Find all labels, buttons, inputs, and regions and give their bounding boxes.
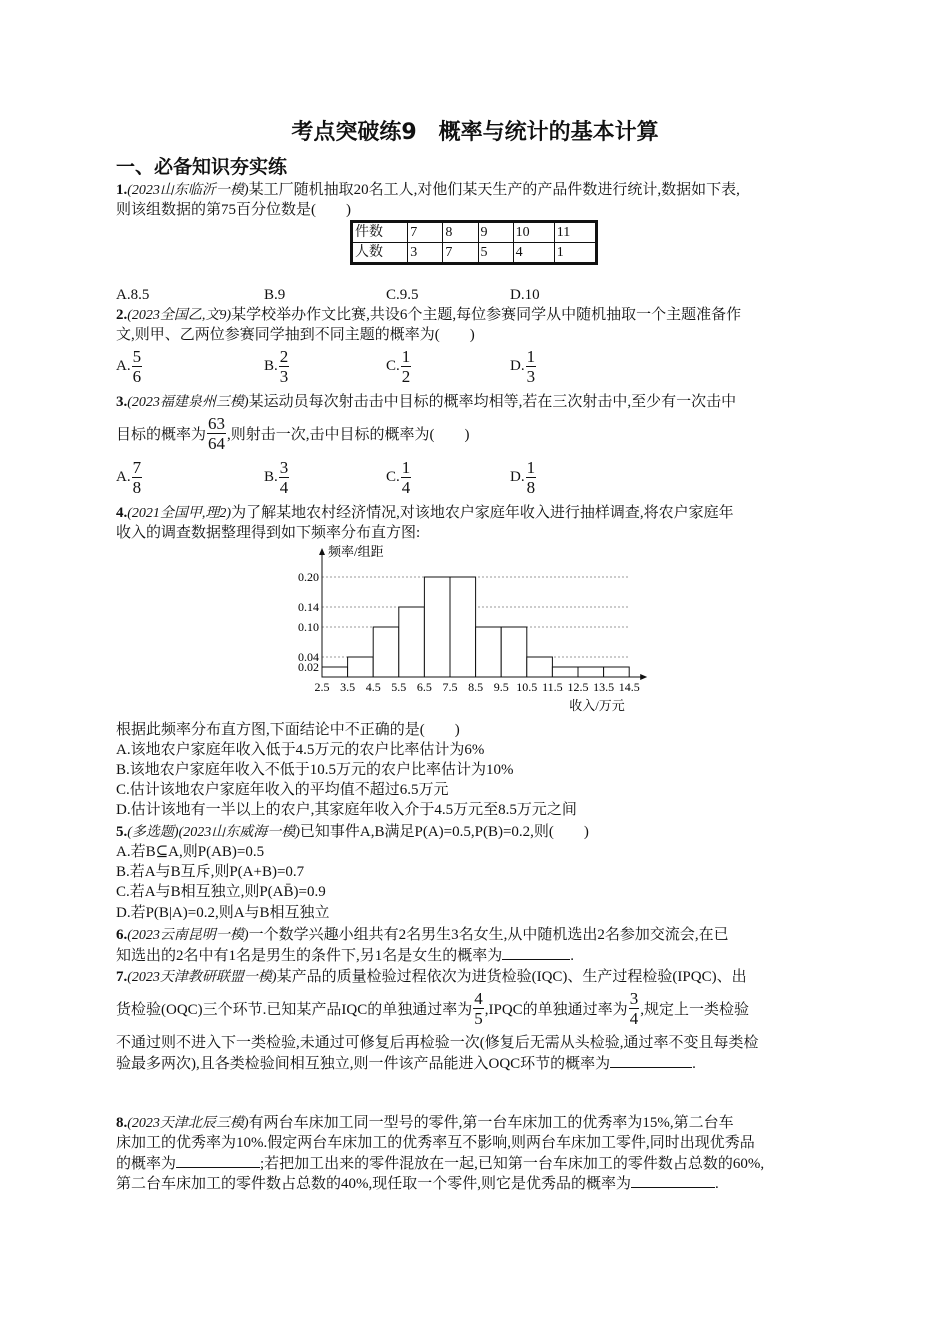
table-cell: 1: [554, 243, 596, 264]
table-cell: 人数: [352, 243, 408, 264]
option-label: C.: [386, 469, 400, 485]
fraction: [473, 989, 484, 1028]
x-tick-label: 9.5: [493, 680, 509, 694]
answer-blank[interactable]: [610, 1053, 692, 1068]
table-cell: 7: [443, 243, 478, 264]
fraction: [526, 347, 537, 386]
q6-number: 6.: [116, 927, 128, 943]
denominator: 8: [132, 478, 142, 497]
q1-option-c: C.9.5: [386, 287, 419, 303]
q3-line1: [116, 392, 736, 413]
histogram-bar: [348, 657, 374, 677]
q3-option-a: [116, 458, 143, 497]
q2-text1: 某学校举办作文比赛,共设6个主题,每位参赛同学从中随机抽取一个主题准备作: [231, 307, 742, 323]
q1-source: (2023山东临沂一模): [127, 183, 249, 198]
table-cell: 8: [443, 222, 478, 243]
y-tick-label: 0.10: [298, 620, 319, 634]
x-tick-label: 3.5: [340, 680, 356, 694]
option-label: D.: [510, 358, 525, 374]
q4-source: (2021全国甲,理2): [127, 506, 232, 521]
y-tick-label: 0.14: [298, 600, 319, 614]
table-row: [352, 243, 597, 264]
denominator: 4: [629, 1009, 639, 1028]
q7-text2b: ,IPQC的单独通过率为: [484, 1002, 628, 1018]
histogram-bar: [450, 577, 476, 677]
q7-line3: 不通过则不进入下一类检验,未通过可修复后再检验一次(修复后无需从头检验,通过率不变且每类检: [116, 1035, 759, 1051]
q7-text1: 某产品的质量检验过程依次为进货检验(IQC)、生产过程检验(IPQC)、出: [276, 969, 747, 985]
q7-line1: [116, 967, 747, 988]
q1-line2: 则该组数据的第75百分位数是( ): [116, 202, 351, 218]
q2-option-c: [386, 347, 412, 386]
q8-line1: [116, 1113, 734, 1134]
q8-text3a: 的概率为: [116, 1156, 177, 1172]
q8-source: (2023天津北辰三模): [127, 1116, 249, 1131]
histogram-bar: [552, 667, 578, 677]
q8-end: .: [715, 1176, 719, 1192]
q5-option-c: C.若A与B相互独立,则P(AB̄)=0.9: [116, 884, 326, 900]
x-tick-label: 7.5: [442, 680, 458, 694]
q5-number: 5.: [116, 824, 128, 840]
table-cell: 11: [554, 222, 596, 243]
x-tick-label: 6.5: [416, 680, 432, 694]
fraction: [132, 347, 143, 386]
answer-blank[interactable]: [502, 945, 570, 960]
q4-option-c: C.估计该地农户家庭年收入的平均值不超过6.5万元: [116, 782, 449, 798]
numerator: 1: [401, 458, 411, 477]
option-label: B.: [264, 358, 278, 374]
x-tick-label: 2.5: [314, 680, 330, 694]
denominator: 2: [401, 367, 411, 386]
denominator: 5: [474, 1009, 483, 1028]
q3-text1: 某运动员每次射击击中目标的概率均相等,若在三次射击中,至少有一次击中: [248, 394, 737, 410]
q3-line2: [116, 414, 470, 453]
histogram-bar: [604, 667, 630, 677]
q4-line1: [116, 503, 734, 524]
x-tick-label: 5.5: [391, 680, 407, 694]
frequency-histogram: [290, 540, 670, 720]
table-cell: 10: [513, 222, 554, 243]
histogram-bar: [578, 667, 604, 677]
q6-end: .: [570, 948, 575, 964]
numerator: 1: [526, 347, 536, 366]
answer-blank[interactable]: [631, 1173, 715, 1188]
histogram-bar: [527, 657, 553, 677]
x-tick-label: 8.5: [468, 680, 484, 694]
table-row: [352, 222, 597, 243]
q3-option-c: [386, 458, 412, 497]
x-axis-arrow: [640, 674, 647, 680]
q3-source: (2023福建泉州三模): [127, 395, 249, 410]
q5-text: 已知事件A,B满足P(A)=0.5,P(B)=0.2,则( ): [299, 824, 589, 840]
q3-option-b: [264, 458, 290, 497]
y-axis-arrow: [319, 548, 325, 555]
q5-option-b: B.若A与B互斥,则P(A+B)=0.7: [116, 864, 305, 880]
numerator: 7: [132, 458, 142, 477]
q5-option-a: A.若B⊆A,则P(AB)=0.5: [116, 844, 265, 860]
q4-line2: 收入的调查数据整理得到如下频率分布直方图:: [116, 525, 421, 541]
q2-line1: [116, 305, 741, 326]
q1-text1: 某工厂随机抽取20名工人,对他们某天生产的产品件数进行统计,数据如下表,: [248, 182, 740, 198]
table-cell: 3: [408, 243, 443, 264]
option-label: A.: [116, 358, 131, 374]
q8-text4: 第二台车床加工的零件数占总数的40%,现任取一个零件,则它是优秀品的概率为: [116, 1176, 631, 1192]
section-heading: 一、必备知识夯实练: [116, 156, 288, 178]
histogram-bar: [424, 577, 450, 677]
option-label: C.: [386, 358, 400, 374]
q3-number: 3.: [116, 394, 128, 410]
denominator: 4: [279, 478, 289, 497]
q1-data-table: [350, 220, 598, 265]
histogram-bar: [399, 607, 425, 677]
numerator: 1: [401, 347, 411, 366]
q8-number: 8.: [116, 1115, 128, 1131]
histogram-bar: [501, 627, 527, 677]
q6-text2: 知选出的2名中有1名是男生的条件下,另1名是女生的概率为: [116, 948, 503, 964]
q1-option-a: A.8.5: [116, 287, 150, 303]
q8-text1: 有两台车床加工同一型号的零件,第一台车床加工的优秀率为15%,第二台车: [248, 1115, 734, 1131]
table-cell: 5: [478, 243, 513, 264]
numerator: 2: [279, 347, 289, 366]
table-cell: 件数: [352, 222, 408, 243]
q7-end: .: [692, 1056, 696, 1072]
x-tick-label: 12.5: [567, 680, 589, 694]
denominator: 3: [279, 367, 289, 386]
fraction: [401, 347, 412, 386]
x-axis-label: 收入/万元: [569, 698, 625, 713]
fraction: [207, 414, 226, 453]
histogram-bar: [373, 627, 399, 677]
q7-line2: [116, 989, 749, 1028]
q1-line1: [116, 180, 740, 201]
q2-number: 2.: [116, 307, 128, 323]
answer-blank[interactable]: [176, 1153, 260, 1168]
q3-text2b: ,则射击一次,击中目标的概率为( ): [227, 427, 470, 443]
q2-line2: 文,则甲、乙两位参赛同学抽到不同主题的概率为( ): [116, 327, 475, 343]
q2-option-a: [116, 347, 143, 386]
option-label: B.: [264, 469, 278, 485]
q4-option-b: B.该地农户家庭年收入不低于10.5万元的农户比率估计为10%: [116, 762, 514, 778]
numerator: 3: [279, 458, 289, 477]
q4-line3: 根据此频率分布直方图,下面结论中不正确的是( ): [116, 722, 460, 738]
numerator: 3: [629, 989, 639, 1008]
q3-option-d: [510, 458, 537, 497]
fraction: [279, 458, 290, 497]
q4-text1: 为了解某地农村经济情况,对该地农户家庭年收入进行抽样调查,将农户家庭年: [231, 505, 734, 521]
q8-line4: [116, 1173, 719, 1194]
q4-number: 4.: [116, 505, 128, 521]
option-label: D.: [510, 469, 525, 485]
x-tick-label: 14.5: [618, 680, 640, 694]
fraction: [401, 458, 412, 497]
denominator: 3: [526, 367, 536, 386]
q7-text2c: ,规定上一类检验: [640, 1002, 749, 1018]
q3-text2a: 目标的概率为: [116, 427, 207, 443]
page-title: 考点突破练9 概率与统计的基本计算: [291, 120, 659, 145]
x-tick-label: 13.5: [593, 680, 615, 694]
numerator: 1: [526, 458, 536, 477]
y-tick-label: 0.20: [298, 570, 319, 584]
histogram-bar: [476, 627, 502, 677]
denominator: 4: [401, 478, 411, 497]
q8-text3b: ;若把加工出来的零件混放在一起,已知第一台车床加工的零件数占总数的60%,: [260, 1156, 765, 1172]
denominator: 8: [526, 478, 536, 497]
denominator: 6: [132, 367, 142, 386]
fraction: [279, 347, 290, 386]
x-tick-label: 4.5: [365, 680, 381, 694]
numerator: 63: [208, 414, 226, 433]
q7-text2a: 货检验(OQC)三个环节.已知某产品IQC的单独通过率为: [116, 1002, 473, 1018]
numerator: 5: [132, 347, 142, 366]
q5-option-d: D.若P(B|A)=0.2,则A与B相互独立: [116, 905, 330, 921]
denominator: 64: [208, 434, 226, 453]
table-cell: 7: [408, 222, 443, 243]
q6-text1: 一个数学兴趣小组共有2名男生3名女生,从中随机选出2名参加交流会,在已: [248, 927, 729, 943]
q6-line1: [116, 925, 729, 946]
q7-number: 7.: [116, 969, 128, 985]
q8-line3: [116, 1153, 764, 1174]
q2-option-d: [510, 347, 537, 386]
q2-source: (2023全国乙,文9): [127, 308, 232, 323]
fraction: [132, 458, 143, 497]
fraction: [629, 989, 640, 1028]
x-tick-label: 10.5: [516, 680, 538, 694]
numerator: 4: [474, 989, 483, 1008]
q1-option-d: D.10: [510, 287, 540, 303]
q1-number: 1.: [116, 182, 128, 198]
option-label: A.: [116, 469, 131, 485]
q8-line2: 床加工的优秀率为10%.假定两台车床加工的优秀率互不影响,则两台车床加工零件,同时出现优秀品: [116, 1135, 755, 1151]
y-tick-label: 0.04: [298, 650, 319, 664]
q7-text4: 验最多两次),且各类检验间相互独立,则一件该产品能进入OQC环节的概率为: [116, 1056, 611, 1072]
q1-option-b: B.9: [264, 287, 286, 303]
table-cell: 4: [513, 243, 554, 264]
y-axis-label: 频率/组距: [328, 544, 384, 559]
x-tick-label: 11.5: [542, 680, 563, 694]
q5-source: (多选题)(2023山东威海一模): [127, 825, 300, 840]
histogram-bar: [322, 667, 348, 677]
table-cell: 9: [478, 222, 513, 243]
q5-stem: [116, 822, 589, 843]
q7-source: (2023天津教研联盟一模): [127, 970, 277, 985]
q7-line4: [116, 1053, 696, 1074]
q4-option-d: D.估计该地有一半以上的农户,其家庭年收入介于4.5万元至8.5万元之间: [116, 802, 577, 818]
q4-option-a: A.该地农户家庭年收入低于4.5万元的农户比率估计为6%: [116, 742, 485, 758]
q6-line2: [116, 945, 574, 966]
y-tick-label: 0.02: [298, 660, 319, 674]
q6-source: (2023云南昆明一模): [127, 928, 249, 943]
fraction: [526, 458, 537, 497]
q2-option-b: [264, 347, 290, 386]
